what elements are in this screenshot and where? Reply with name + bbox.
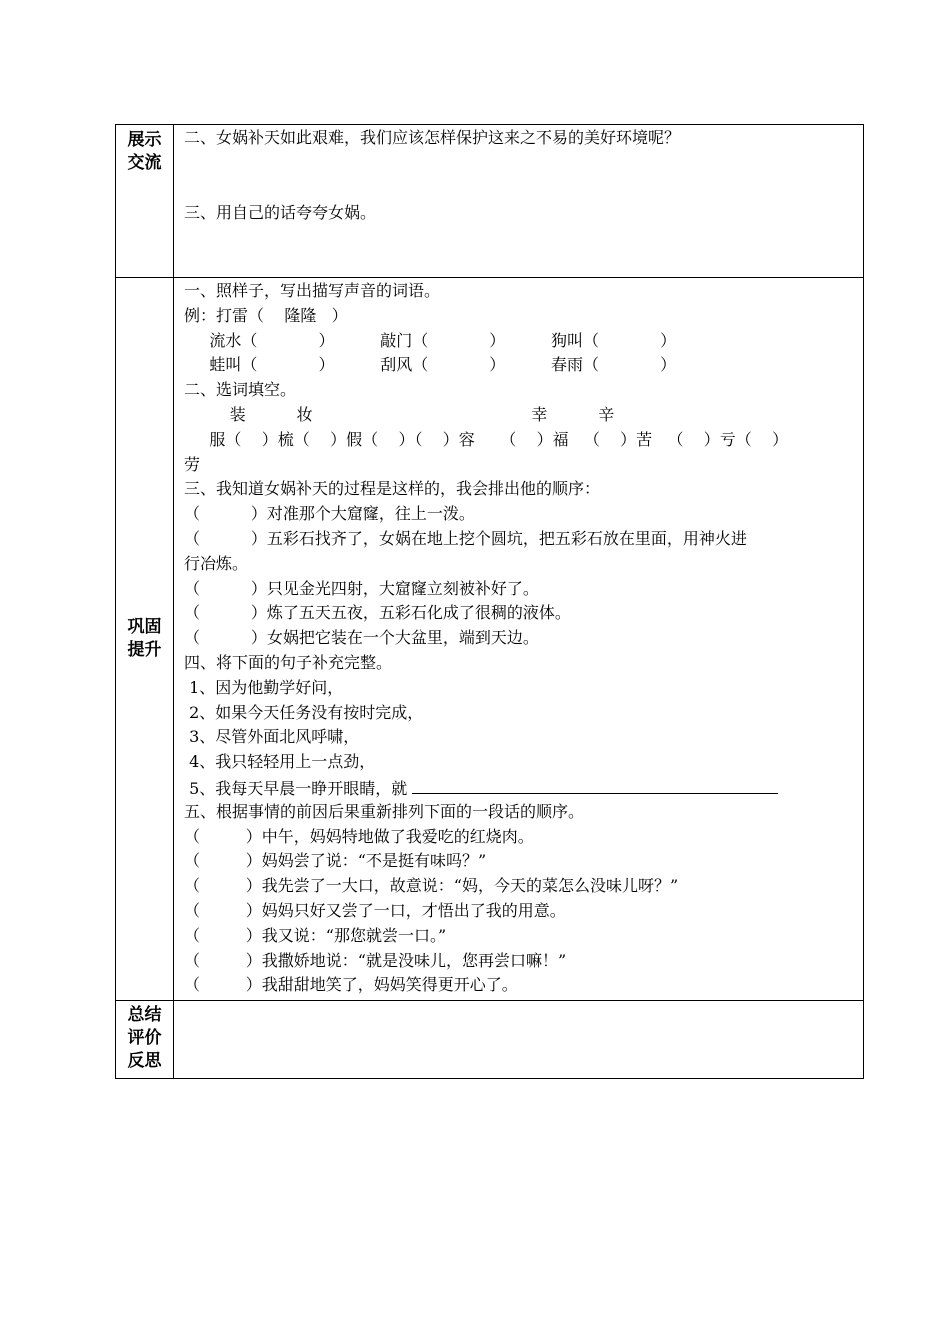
label-line: 总结	[127, 1005, 162, 1025]
exercise-line: （ ）我先尝了一大口，故意说：“妈，今天的菜怎么没味儿呀？”	[184, 876, 679, 896]
exercise-line: 1、因为他勤学好问，	[184, 677, 344, 697]
exercise-line: 2、如果今天任务没有按时完成，	[184, 702, 424, 722]
exercise-line: 例：打雷（ 隆隆 ）	[184, 305, 348, 325]
exercise-line: （ ）妈妈只好又尝了一口，才悟出了我的用意。	[184, 900, 566, 920]
exercise-line: （ ）中午，妈妈特地做了我爱吃的红烧肉。	[184, 826, 534, 846]
label-line: 评价	[127, 1028, 162, 1048]
consolidate-label	[116, 278, 174, 1001]
exercise-line: （ ）我撒娇地说：“就是没味儿，您再尝口嘛！”	[184, 950, 567, 970]
summary-label	[116, 1001, 174, 1079]
exercise-line: 服（ ）梳（ ）假（ ）（ ）容 （ ）福 （ ）苦 （ ）亏（ ）	[184, 429, 789, 449]
consolidate-content	[174, 278, 864, 1001]
summary-content	[174, 1001, 864, 1079]
answer-blank-line	[412, 775, 778, 794]
exercise-line: 五、根据事情的前因后果重新排列下面的一段话的顺序。	[184, 801, 585, 821]
label-line: 巩固	[127, 617, 162, 637]
summary-row	[116, 1001, 864, 1079]
exercise-line: 5、我每天早晨一睁开眼睛，就	[184, 775, 855, 800]
exercise-line: （ ）对准那个大窟窿，往上一泼。	[184, 504, 475, 524]
exercise-line: 行冶炼。	[184, 553, 249, 573]
exercise-line: 二、选词填空。	[184, 380, 297, 400]
label-line: 反思	[127, 1051, 162, 1071]
exercise-line: 蛙叫（ ） 刮风（ ） 春雨（ ）	[184, 355, 677, 375]
exercise-lines	[184, 278, 855, 998]
show-exchange-row	[116, 125, 864, 278]
exercise-line: （ ）女娲把它装在一个大盆里，端到天边。	[184, 628, 539, 648]
exercise-line: 三、我知道女娲补天的过程是这样的，我会排出他的顺序：	[184, 479, 601, 499]
label-line: 交流	[127, 153, 162, 173]
exercise-line: 劳	[184, 454, 201, 474]
exercise-line: 4、我只轻轻用上一点劲，	[184, 752, 376, 772]
label-line: 展示	[127, 130, 162, 150]
worksheet-table	[115, 124, 864, 1079]
show-exchange-content	[174, 125, 864, 278]
exercise-line: （ ）炼了五天五夜，五彩石化成了很稠的液体。	[184, 603, 571, 623]
exercise-line: 流水（ ） 敲门（ ） 狗叫（ ）	[184, 330, 677, 350]
exercise-line: （ ）只见金光四射，大窟窿立刻被补好了。	[184, 578, 539, 598]
show-exchange-label	[116, 125, 174, 278]
exercise-line: 一、照样子，写出描写声音的词语。	[184, 281, 441, 300]
exercise-line: （ ）我甜甜地笑了，妈妈笑得更开心了。	[184, 975, 518, 995]
exercise-line: 四、将下面的句子补充完整。	[184, 652, 393, 672]
exercise-line: （ ）妈妈尝了说：“不是挺有味吗？”	[184, 851, 487, 871]
question-3: 三、用自己的话夸夸女娲。	[184, 202, 377, 222]
question-2: 二、女娲补天如此艰难，我们应该怎样保护这来之不易的美好环境呢？	[184, 128, 681, 147]
exercise-line: 3、尽管外面北风呼啸，	[184, 727, 360, 747]
consolidate-row	[116, 278, 864, 1001]
exercise-line: （ ）我又说：“那您就尝一口。”	[184, 925, 447, 945]
exercise-line: 装 妆 幸 辛	[184, 404, 615, 424]
exercise-line: （ ）五彩石找齐了，女娲在地上挖个圆坑，把五彩石放在里面，用神火进	[184, 528, 747, 548]
label-line: 提升	[127, 640, 162, 660]
